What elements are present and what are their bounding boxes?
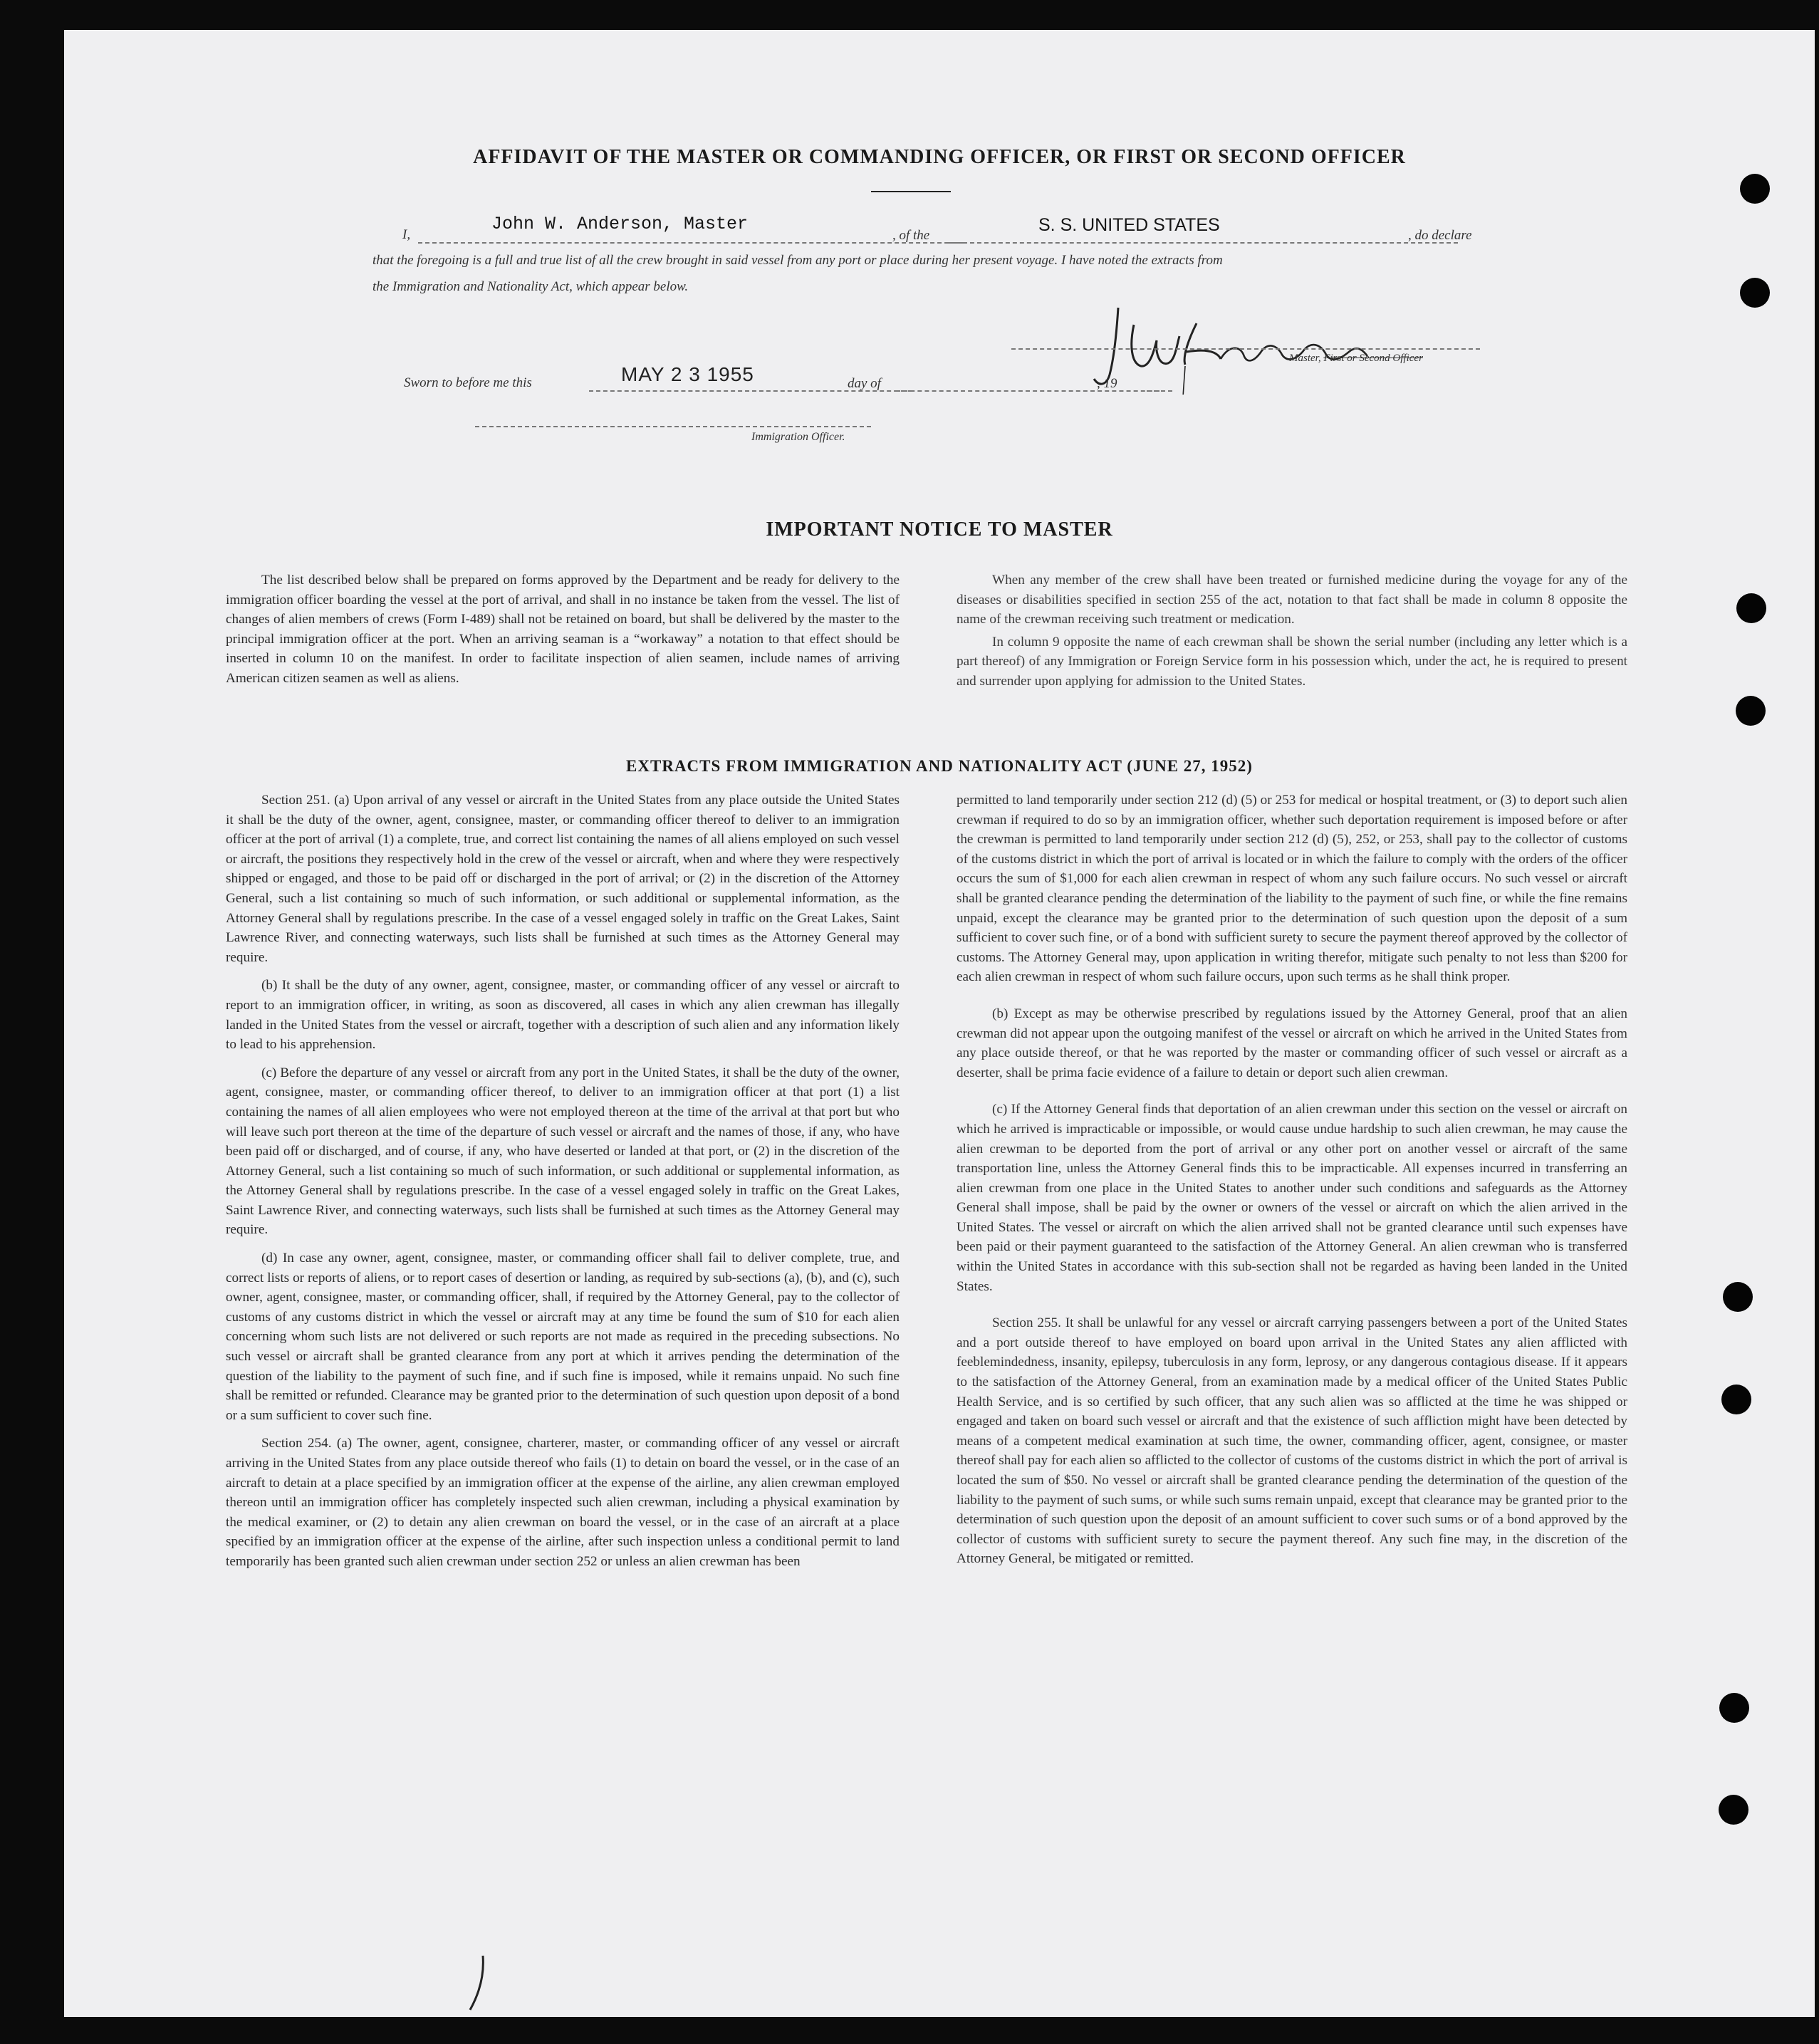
master-name: John W. Anderson, Master <box>491 214 749 234</box>
title-rule <box>871 191 951 192</box>
master-signature <box>1075 295 1417 395</box>
binder-hole <box>1719 1795 1748 1825</box>
year-label: , 19 <box>1097 376 1117 391</box>
binder-hole <box>1719 1693 1749 1723</box>
binder-hole <box>1721 1385 1751 1414</box>
sworn-date-stamp: MAY 2 3 1955 <box>621 363 754 385</box>
vessel-name-line <box>949 242 1458 244</box>
declaration-line-2: the Immigration and Nationality Act, which appear below. <box>372 279 689 294</box>
declaration-line-1: that the foregoing is a full and true list of all the crew brought in said vessel from any port or place during her present voyage. I have noted the extracts from <box>372 253 1223 268</box>
extract-paragraph: (b) It shall be the duty of any owner, agent, consignee, master, or commanding officer of any vessel or aircraft to report to an immigration officer, in writing, as soon as discovered, all cases in which any alien crewman has illegally landed in the United States from the vessel or aircraft, together with a description of such alien and any information likely to lead to his apprehension. <box>226 978 900 1053</box>
extract-paragraph: Section 251. (a) Upon arrival of any vessel or aircraft in the United States from any place outside the United States it shall be the duty of the owner, agent, consignee, master, or commanding officer thereof to deliver to an immigration officer at the port of arrival (1) a complete, true, and correct list containing the names of all aliens employed on such vessel or aircraft, the positions they respectively hold in the crew of the vessel or aircraft, when and where they were respectively shipped or engaged, and those to be paid off or discharged in the port of arrival; or (2) in the discretion of the Attorney General, such a list containing so much of such information, or such additional or supplemental information, as the Attorney General shall by regulations prescribe. In the case of a vessel engaged solely in traffic on the Great Lakes, Saint Lawrence River, and connecting waterways, such lists shall be furnished at such times as the Attorney General may require. <box>226 793 900 965</box>
notice-paragraph: The list described below shall be prepared on forms approved by the Department and be ready for delivery to the immigration officer boarding the vessel at the port of arrival, and shall in no instance be taken from the vessel. The list of changes of alien members of crews (Form I-489) shall not be retained on board, but shall be delivered by the master to the principal immigration officer at the port. When an arriving seaman is a “workaway” a notation to that effect should be inserted in column 10 on the manifest. In order to facilitate inspection of alien seamen, include names of arriving American citizen seamen as well as aliens. <box>226 573 900 686</box>
binder-hole <box>1740 278 1770 308</box>
extract-paragraph: (c) Before the departure of any vessel or aircraft from any port in the United States, it shall be the duty of the owner, agent, consignee, master, or commanding officer thereof, to deliver to an immigration officer at that port (1) a list containing the names of all alien employees who were not employed thereon at the time of the arrival at that port but who will leave such port thereon at the time of the departure of such vessel or aircraft and the names of those, if any, who have been paid off or discharged, and of course, if any, who have deserted or landed at that port, or (2) in the discretion of the Attorney General, such a list containing so much of such information, or such additional or supplemental information, as the Attorney General shall by regulations prescribe. In the case of a vessel engaged solely in traffic on the Great Lakes, Saint Lawrence River, and connecting waterways, such lists shall be furnished at such times as the Attorney General may require. <box>226 1065 900 1238</box>
day-of-label: day of <box>848 376 881 391</box>
notice-title: IMPORTANT NOTICE TO MASTER <box>766 518 1113 541</box>
sworn-label: Sworn to before me this <box>404 375 532 390</box>
binder-hole <box>1736 593 1766 623</box>
notice-paragraph: In column 9 opposite the name of each crewman shall be shown the serial number (including any letter which is a part thereof) of any Immigration or Foreign Service form in his possession which, under the act, he is required to present and surrender upon applying for admission to the United States. <box>957 634 1627 689</box>
extract-paragraph: (c) If the Attorney General finds that deportation of an alien crewman under this section on the vessel or aircraft on which he arrived is impracticable or impossible, or would cause undue hardship to such alien crewman, he may cause the alien crewman to be deported from the port of arrival or any other port on another vessel or aircraft of the same transportation line, unless the Attorney General finds this to be impracticable. All expenses incurred in transferring an alien crewman from one place in the United States to another under such conditions and safeguards as the Attorney General shall impose, shall be paid by the owner or owners of the vessel or aircraft on which the alien arrived in the United States. The vessel or aircraft on which the alien arrived shall not be granted clearance until such expenses have been paid or their payment guaranteed to the satisfaction of the Attorney General. An alien crewman who is transferred within the United States in accordance with this sub-section shall not be regarded as having been landed in the United States. <box>957 1102 1627 1294</box>
affidavit-title: AFFIDAVIT OF THE MASTER OR COMMANDING OFFICER, OR FIRST OR SECOND OFFICER <box>473 146 1406 168</box>
binder-hole <box>1736 696 1766 726</box>
signature-caption <box>1289 353 1423 365</box>
binder-hole <box>1723 1282 1753 1312</box>
extract-paragraph: (b) Except as may be otherwise prescribed by regulations issued by the Attorney General, proof that an alien crewman did not appear upon the outgoing manifest of the vessel or aircraft on which he arrived in the United States from any place outside thereof, or that he was reported by the master or commanding officer of such vessel or aircraft as a deserter, shall be prima facie evidence of a failure to detain or deport such alien crewman. <box>957 1006 1627 1080</box>
extracts-title: EXTRACTS FROM IMMIGRATION AND NATIONALITY ACT (JUNE 27, 1952) <box>626 757 1253 775</box>
officer-caption: Immigration Officer. <box>751 431 845 443</box>
document-page <box>64 30 1815 2017</box>
signature-caption-struck: First or Second Officer <box>1323 353 1423 364</box>
vessel-name: S. S. UNITED STATES <box>1038 215 1220 235</box>
do-declare-label: , do declare <box>1408 228 1472 243</box>
extracts-right-column <box>957 791 1627 1578</box>
extract-paragraph: permitted to land temporarily under section 212 (d) (5) or 253 for medical or hospital treatment, or (3) to deport such alien crewman if required to do so by an immigration officer, whether such deportation requirement is imposed before or after the crewman is permitted to land temporarily under section 212 (d) (5), 252, or 253, shall pay to the collector of customs of the customs district in which the port of arrival is located or in which the failure to comply with the orders of the officer occurs the sum of $1,000 for each alien crewman in respect of whom any such failure occurs. No such vessel or aircraft shall be granted clearance pending the determination of the liability to the payment of such fine, or while the fine remains unpaid, except the clearance may be granted prior to the determination of such question upon the deposit of a sum sufficient to cover such fine, or of a bond with sufficient surety to secure the payment thereof approved by the collector of customs. The Attorney General may, upon application in writing therefor, mitigate such penalty to not less than $200 for each alien crewman in respect of whom such failure occurs, upon such terms as he shall think proper. <box>957 793 1627 985</box>
month-line <box>896 390 1159 392</box>
extracts-left-column <box>226 791 900 1580</box>
signature-caption-master: Master, <box>1289 353 1321 364</box>
notice-right-column <box>957 570 1627 700</box>
extract-paragraph: Section 254. (a) The owner, agent, consignee, charterer, master, or commanding officer of any vessel or aircraft arriving in the United States from any place outside thereof who fails (1) to detain on board the vessel, or in the case of an aircraft to detain at a place specified by an immigration officer at the expense of the airline, any alien crewman employed thereon until an immigration officer has completely inspected such alien crewman, including a physical examination by the medical examiner, or (2) to detain any alien crewman on board the vessel, or in the case of an aircraft at a place specified by an immigration officer at the expense of the airline, after such inspection unless a conditional permit to land temporarily has been granted such alien crewman under section 252 or unless an alien crewman has been <box>226 1436 900 1569</box>
master-name-line <box>418 242 963 244</box>
i-label: I, <box>402 227 411 242</box>
of-the-label: , of the <box>892 228 930 243</box>
extract-paragraph: (d) In case any owner, agent, consignee, master, or commanding officer shall fail to deliver complete, true, and correct lists or reports of aliens, or to report cases of desertion or landing, as required by sub-sections (a), (b), and (c), such owner, agent, consignee, master, or commanding officer, shall, if required by the Attorney General, pay to the collector of customs of any customs district in which the vessel or aircraft may at any time be found the sum of $10 for each alien concerning whom such lists are not delivered or such reports are not made as required in the preceding subsections. No such vessel or aircraft shall be granted clearance from any port at which it arrives pending the determination of the question of the liability to the payment of such fine, and if such fine is imposed, while it remains unpaid. No such fine shall be remitted or refunded. Clearance may be granted prior to the determination of such question upon deposit of a bond or a sum sufficient to cover such fine. <box>226 1251 900 1423</box>
binder-hole <box>1740 174 1770 204</box>
signature-line <box>1011 348 1480 350</box>
year-line <box>1147 390 1172 392</box>
extract-paragraph: Section 255. It shall be unlawful for any vessel or aircraft carrying passengers between a port of the United States and a port outside thereof to have employed on board upon arrival in the United States any alien afflicted with feeblemindedness, insanity, epilepsy, tuberculosis in any form, leprosy, or any dangerous contagious disease. If it appears to the satisfaction of the Attorney General, from an examination made by a medical officer of the United States Public Health Service, and is so certified by such officer, that any such alien was so afflicted at the time he was shipped or engaged and taken on board such vessel or aircraft and that the existence of such affliction might have been detected by means of a competent medical examination at such time, the owner, commanding officer, agent, consignee, or master thereof shall pay for each alien so afflicted to the collector of customs of the customs district in which the port of arrival is located the sum of $50. No vessel or aircraft shall be granted clearance pending the determination of the question of the liability to the payment of such sums, or while such sums remain unpaid, except that clearance may be granted prior to the determination of such question upon the deposit of an amount sufficient to cover such sums or of a bond approved by the collector of customs with sufficient surety to secure the payment thereof. Any such fine may, in the discretion of the Attorney General, be mitigated or remitted. <box>957 1315 1627 1567</box>
officer-line <box>475 426 871 427</box>
notice-paragraph: When any member of the crew shall have been treated or furnished medicine during the voyage for any of the diseases or disabilities specified in section 255 of the act, notation to that fact shall be made in column 8 opposite the name of the crewman receiving such treatment or medication. <box>957 573 1627 627</box>
notice-left-column <box>226 570 900 697</box>
pencil-mark <box>463 1953 491 2017</box>
